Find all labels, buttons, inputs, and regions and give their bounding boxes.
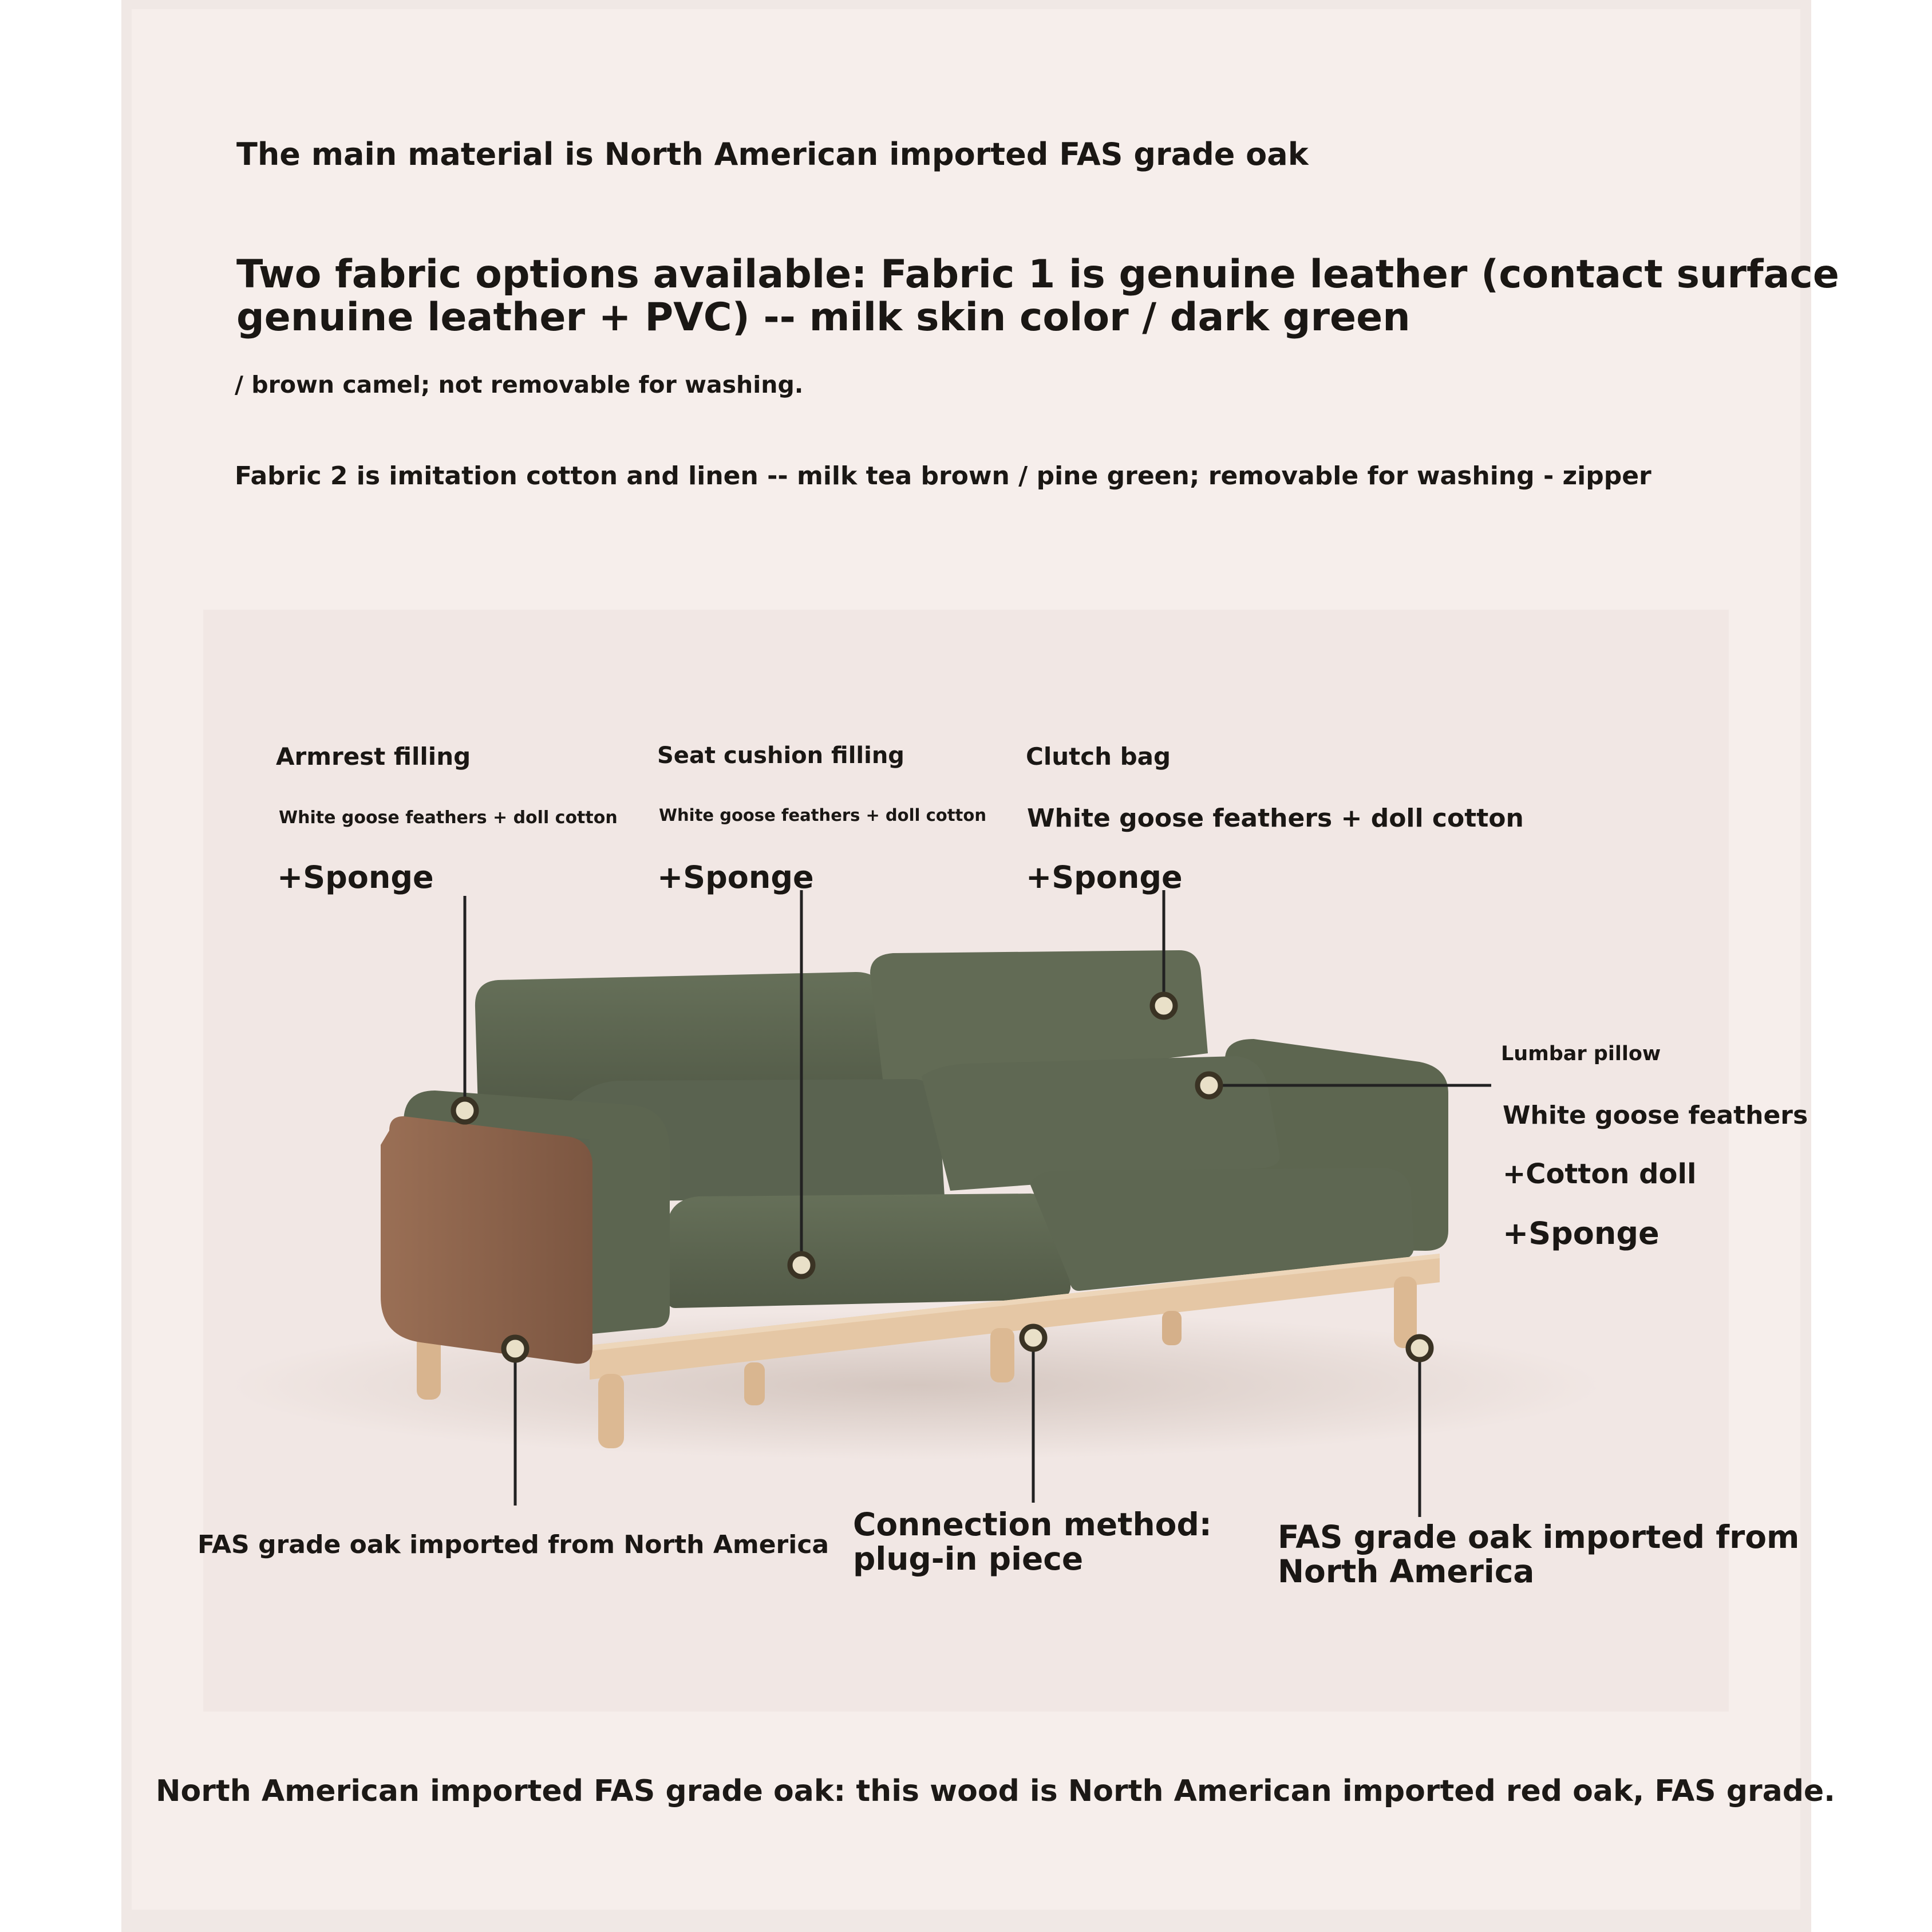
clutch-bag-title: Clutch bag <box>1026 742 1171 771</box>
lumbar-pillow-line1: White goose feathers <box>1503 1101 1808 1130</box>
material-heading: The main material is North American imported FAS grade oak <box>236 136 1309 172</box>
seat-cushion-filling-detail: White goose feathers + doll cotton <box>659 805 986 825</box>
lumbar-pillow-title: Lumbar pillow <box>1501 1042 1661 1065</box>
callout-marker-oak-right <box>1408 1337 1431 1360</box>
armrest-filling-extra: +Sponge <box>277 859 434 895</box>
callout-marker-armrest <box>453 1099 476 1122</box>
leg-mid-back <box>1162 1311 1182 1345</box>
callout-marker-lumbar <box>1198 1074 1220 1097</box>
fabric-options-heading-line2: genuine leather + PVC) -- milk skin color / dark green <box>236 295 1411 340</box>
left-oak-side-panel <box>381 1116 592 1364</box>
lumbar-pillow-line3: +Sponge <box>1503 1215 1660 1251</box>
callout-marker-seat <box>790 1254 813 1277</box>
seat-cushion-filling-title: Seat cushion filling <box>657 742 904 769</box>
seat-cushion-left <box>667 1194 1070 1308</box>
leg-front-left <box>598 1374 624 1448</box>
fabric-2-description: Fabric 2 is imitation cotton and linen -- milk tea brown / pine green; removable for washing - zipper <box>235 461 1652 491</box>
oak-right-label-line2: North America <box>1278 1553 1535 1590</box>
lumbar-pillow-line2: +Cotton doll <box>1503 1158 1697 1190</box>
connection-method-line1: Connection method: <box>853 1506 1212 1543</box>
leg-mid-front-1 <box>744 1362 765 1405</box>
callout-marker-clutch <box>1152 994 1175 1017</box>
armrest-filling-title: Armrest filling <box>276 742 471 771</box>
callout-marker-oak-left <box>504 1337 527 1360</box>
clutch-bag-extra: +Sponge <box>1026 859 1183 895</box>
leg-mid-front-2 <box>990 1328 1014 1382</box>
oak-right-label-line1: FAS grade oak imported from <box>1278 1519 1800 1555</box>
connection-method-line2: plug-in piece <box>853 1540 1084 1577</box>
armrest-filling-detail: White goose feathers + doll cotton <box>279 808 618 828</box>
fabric-options-note: / brown camel; not removable for washing. <box>235 371 804 398</box>
seat-cushion-filling-extra: +Sponge <box>657 859 814 895</box>
oak-left-label: FAS grade oak imported from North America <box>197 1530 829 1559</box>
callout-marker-connection <box>1022 1326 1045 1349</box>
fabric-options-heading-line1: Two fabric options available: Fabric 1 is genuine leather (contact surface <box>236 252 1839 297</box>
footer-note: North American imported FAS grade oak: this wood is North American imported red oak, FAS grade. <box>156 1774 1835 1808</box>
clutch-bag-detail: White goose feathers + doll cotton <box>1027 804 1524 833</box>
